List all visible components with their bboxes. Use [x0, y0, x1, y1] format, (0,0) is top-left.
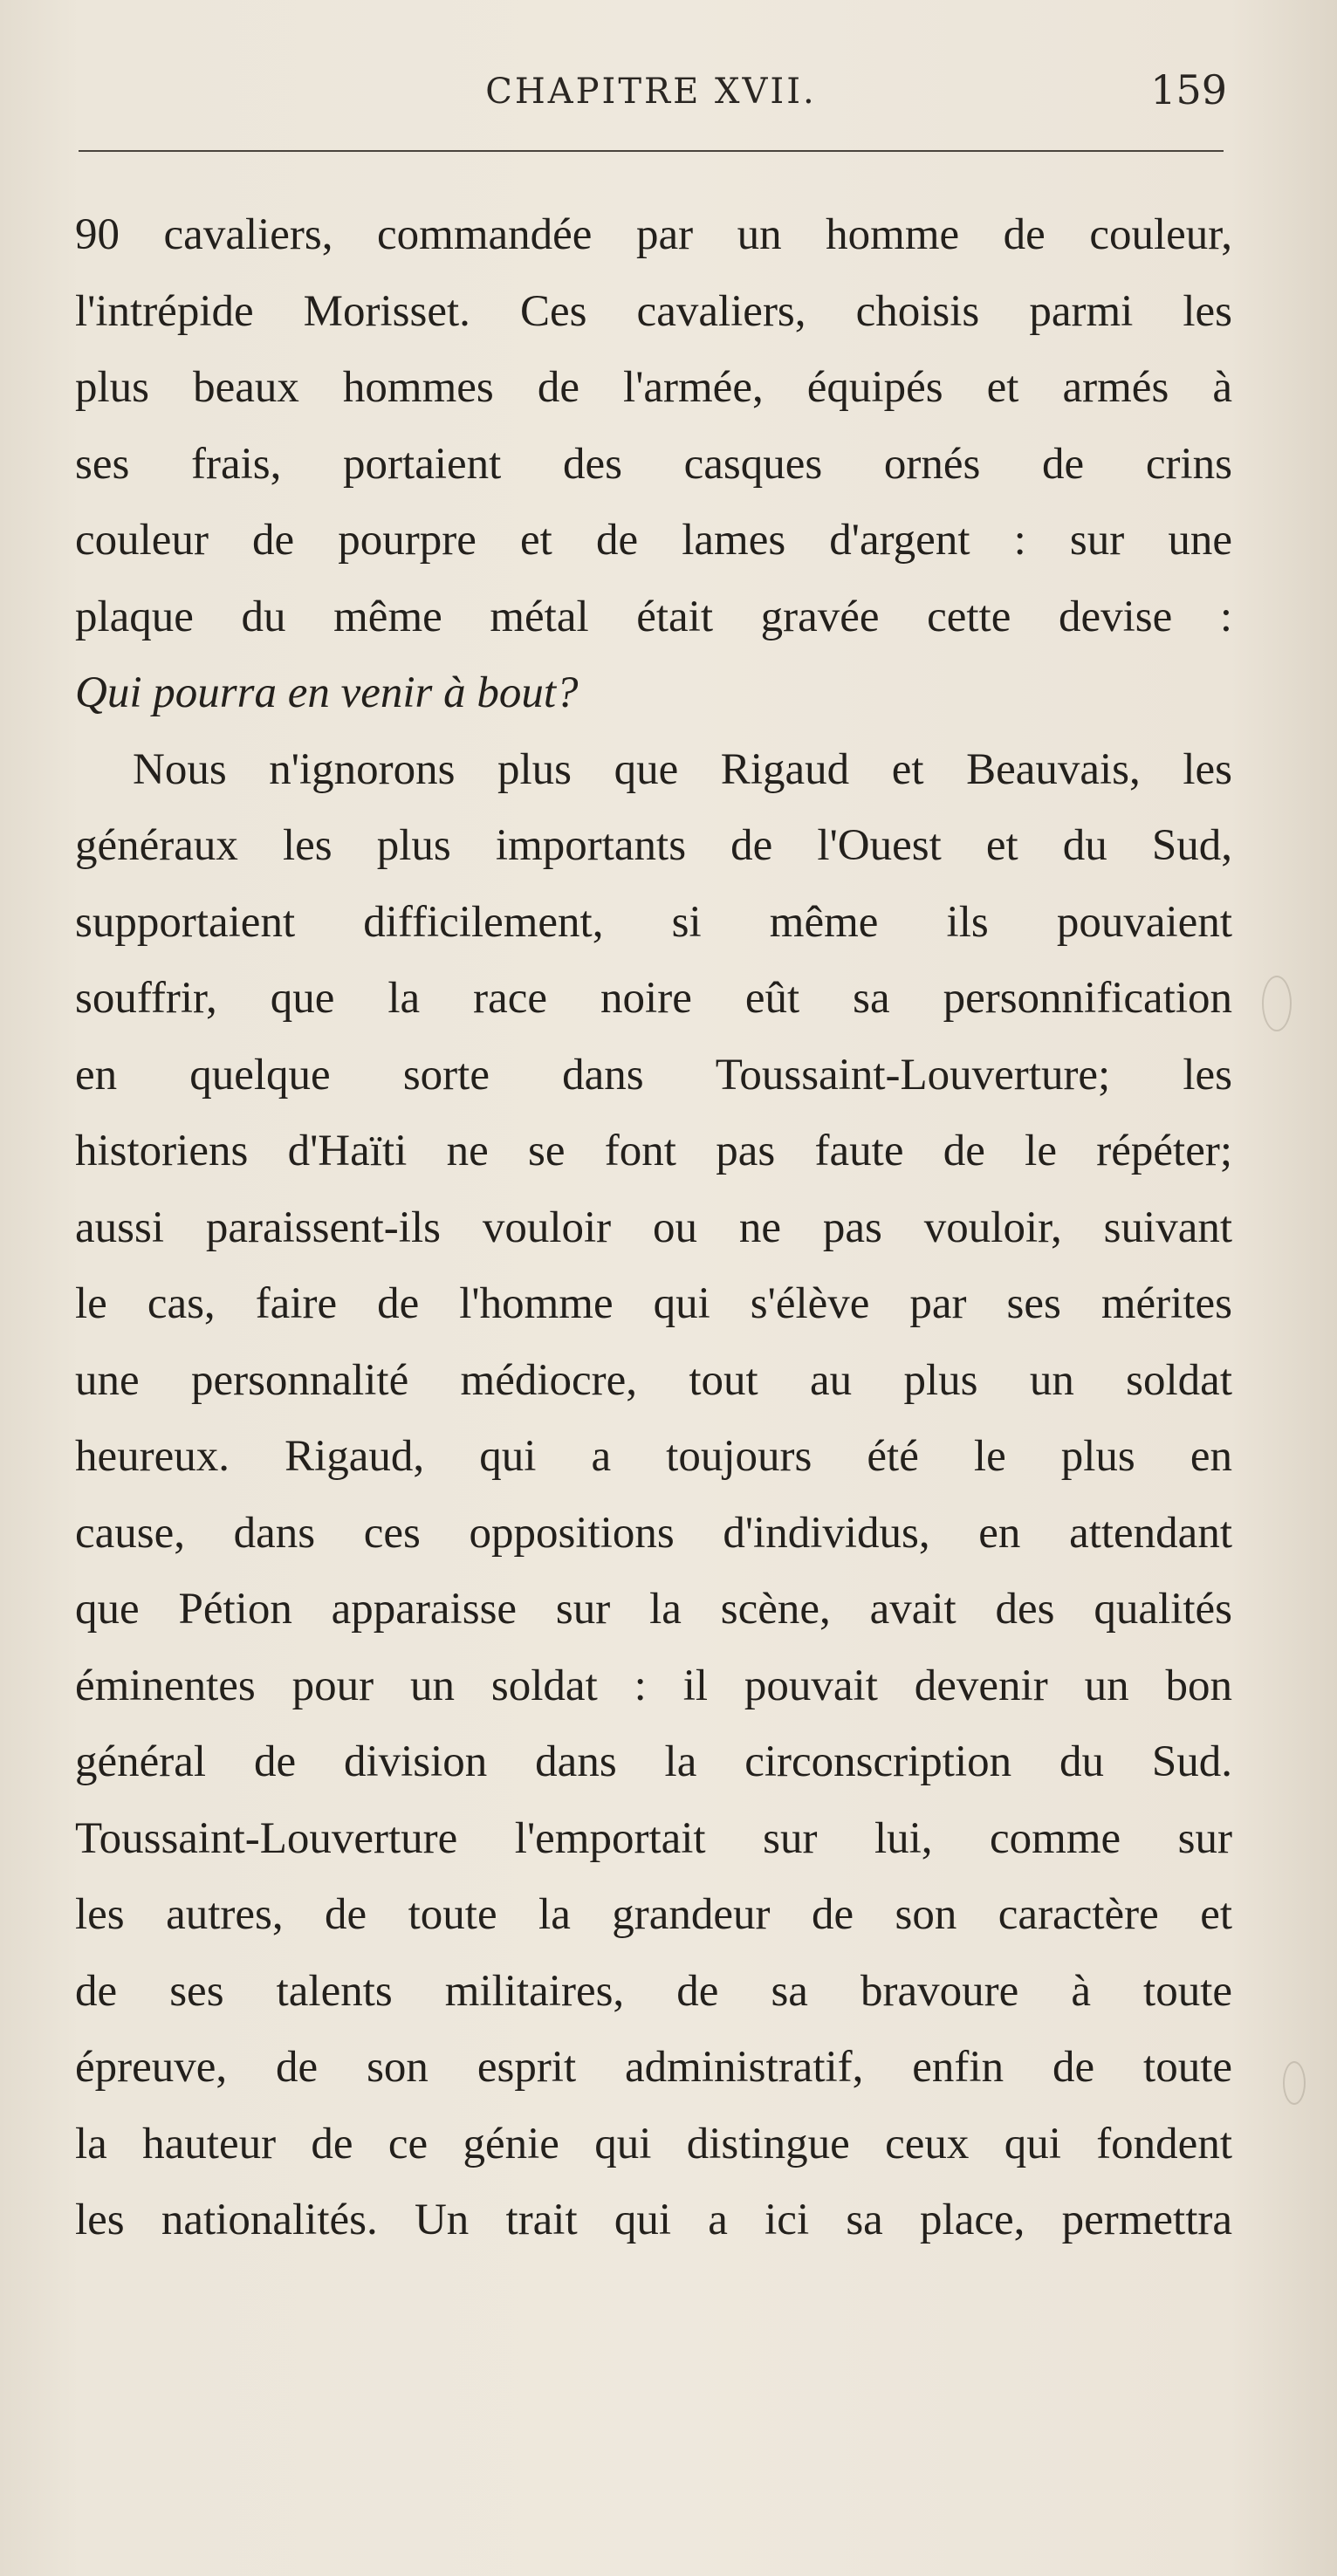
text-line: généraux les plus importants de l'Ouest et du Sud, [75, 821, 1232, 870]
text-line: général de division dans la circonscription du Sud. [75, 1737, 1232, 1786]
text-line: souffrir, que la race noire eût sa personnification [75, 974, 1232, 1023]
text-line: couleur de pourpre et de lames d'argent : sur une [75, 516, 1232, 565]
text-line: épreuve, de son esprit administratif, enfin de toute [75, 2043, 1232, 2092]
text-line: Nous n'ignorons plus que Rigaud et Beauvais, les [133, 744, 1232, 794]
text-line: plaque du même métal était gravée cette devise : [75, 592, 1232, 641]
text-line: les nationalités. Un trait qui a ici sa place, permettra [75, 2196, 1232, 2244]
text-line: Toussaint-Louverture l'emportait sur lui, comme sur [75, 1813, 1232, 1863]
running-head [75, 61, 1227, 131]
header-rule [79, 150, 1224, 152]
chapter-title: CHAPITRE XVII. [485, 72, 817, 112]
motto-line: Qui pourra en venir à bout? [75, 668, 579, 717]
margin-pencil-mark [1262, 976, 1292, 1031]
text-line: plus beaux hommes de l'armée, équipés et armés à [75, 363, 1232, 412]
text-line: que Pétion apparaisse sur la scène, avait des qualités [75, 1585, 1232, 1634]
text-line: en quelque sorte dans Toussaint-Louverture; les [75, 1050, 1232, 1100]
margin-pencil-mark [1283, 2061, 1306, 2105]
text-line: 90 cavaliers, commandée par un homme de couleur, [75, 210, 1232, 259]
text-line: les autres, de toute la grandeur de son caractère et [75, 1890, 1232, 1939]
text-line: cause, dans ces oppositions d'individus, en attendant [75, 1508, 1232, 1558]
text-line: supportaient difficilement, si même ils pouvaient [75, 897, 1232, 947]
text-line: historiens d'Haïti ne se font pas faute de le répéter; [75, 1127, 1232, 1175]
text-line: la hauteur de ce génie qui distingue ceux qui fondent [75, 2119, 1232, 2168]
page-number: 159 [1150, 66, 1227, 113]
text-line: ses frais, portaient des casques ornés de crins [75, 439, 1232, 489]
text-line: heureux. Rigaud, qui a toujours été le plus en [75, 1432, 1232, 1481]
text-line: le cas, faire de l'homme qui s'élève par ses mérites [75, 1279, 1232, 1328]
text-line: éminentes pour un soldat : il pouvait devenir un bon [75, 1661, 1232, 1710]
body-text [75, 197, 1232, 2259]
text-line: l'intrépide Morisset. Ces cavaliers, choisis parmi les [75, 286, 1232, 336]
text-line: de ses talents militaires, de sa bravoure à toute [75, 1966, 1232, 2016]
text-line: une personnalité médiocre, tout au plus un soldat [75, 1355, 1232, 1405]
text-line: aussi paraissent-ils vouloir ou ne pas vouloir, suivant [75, 1202, 1232, 1252]
